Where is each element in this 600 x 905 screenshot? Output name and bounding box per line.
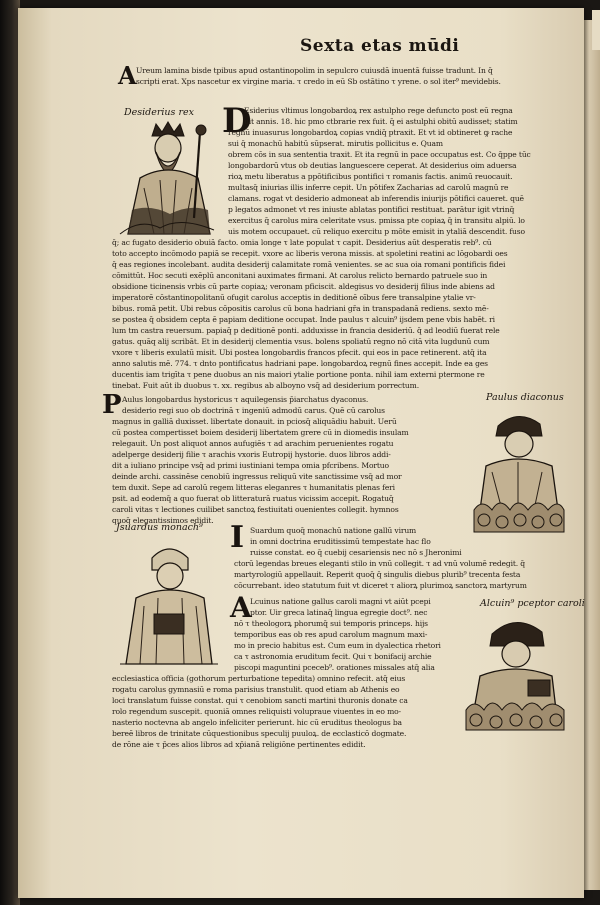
- text-line: scripti erat. Xps nascetur ex virgine maria. τ credo in eū Sb ostātino τ yrene. o sol iter⁹ mevidebis.: [136, 77, 501, 86]
- text-line: tinebat. Fuit aūt ib duobus τ. xx. regibus ab alboyno vsq̄ ad desiderium porrectum.: [112, 381, 419, 390]
- text-line: ducentis iam trigīta τ pene duobus an nis maiori ytalie portione ponta. nihil iam externi ptermone re: [112, 370, 485, 379]
- running-head: Sexta etas mūdi: [300, 36, 460, 56]
- text-line: de rōne aie τ p̄ces alios libros ad xp̄ianā religiōne pertinentes edidit.: [112, 740, 366, 749]
- woodcut-alcuinus: [458, 612, 572, 732]
- text-line: lum tm castra reuersum. papiaq̄ p deditionē ponti. adduxisse in francia desideriū. q̄ ad leodiū fuerat rele: [112, 326, 500, 335]
- text-line: ruisse constat. eo q̄ cuebij cesariensis nec nō s Jheronimi: [250, 548, 462, 557]
- text-line: piscopi maguntini pceceb⁹. orationes missales atq̄ alia: [234, 663, 435, 672]
- text-line: imperatorē cōstantinopolitanū ofugit carolus acceptis in deditionē oībus fere transalpine ytalie vr-: [112, 293, 476, 302]
- caption-desiderius: Desiderius rex: [124, 107, 194, 118]
- text-line: caroli vitas τ lectiones cuilibet sanctoꝝ festiuitati ouenientes collegit. hymnos: [112, 505, 399, 514]
- text-line: ecclesiastica officia (gothorum perturbatione tepedita) omnino refecit. atq̄ eius: [112, 674, 406, 683]
- teacher-portrait-icon: [458, 612, 572, 732]
- text-line: bereē libros de trinitate cūquestionibus speculij puuloꝝ. de ecclasticō dogmate.: [112, 729, 407, 738]
- text-line: Ureum lamina bisde tpibus apud ostantinopolim in sepulcro cuiusdā inuentā fuisse tradunt. In q̄: [136, 66, 493, 75]
- text-line: longobardorū vtus ob deutias languescere ceperat. At desiderius oim aduersa: [228, 161, 517, 170]
- text-line: uis motem occupauet. cū reliquo exercitu p mōte emisit in ytaliā descendit. fuso: [228, 227, 525, 236]
- text-line: martyrologiū appellauit. Reperit quoq̄ q̄ singulis diebus plurib⁹ trecenta festa: [234, 570, 521, 579]
- book-spine-shadow: [0, 0, 20, 905]
- text-line: rioꝝ metu liberatus a ppōtificibus pontifici τ romanis factis. animū reuocauit.: [228, 172, 513, 181]
- text-line: Aulus longobardus hystoricus τ aquilegensis p̄iarchatus dyaconus.: [122, 395, 369, 404]
- text-line: mo in precio habitus est. Cum eum in dyalectica rhetori: [234, 641, 441, 650]
- initial-alcuinus: A: [230, 591, 252, 624]
- next-page-edge: [582, 20, 600, 890]
- woodcut-paulus: [462, 406, 574, 536]
- text-line: gatus. quāq alij scribāt. Et in desiderij clementia vsus. bolens spoliatū regno nō citā vita lugdunū cum: [112, 337, 490, 346]
- text-line: rolo regendum suscepit. quoniā omnes reliquisti volupraue viuentes in eo mo-: [112, 707, 401, 716]
- initial-paulus: P: [102, 390, 122, 420]
- text-line: adelperge desiderij filie τ arachis vxoris Eutropij hystorie. duos libros addi-: [112, 450, 391, 459]
- book-page: [18, 8, 584, 898]
- text-line: Esiderius vltimus longobardoꝝ rex astulpho rege defuncto post eū regna: [244, 106, 513, 115]
- text-line: clamans. rogat vt desiderio admoneat ab inferendis iniurijs pōtifici caueret. quē: [228, 194, 524, 203]
- text-line: p legatos admonet vt res iniuste ablatas pontifici restituat. parātur igit vtrinq̄: [228, 205, 515, 214]
- text-line: anno salutis mē. 774. τ dnto pontificatus hadriani pape. longobardoꝝ regnū fines accepit. Inde ea ges: [112, 359, 488, 368]
- folio-tab: [592, 10, 600, 50]
- text-line: ctorū legendas breues eleganti stilo in vnū collegit. τ ad vnū volumē redegit. q̄: [234, 559, 526, 568]
- text-line: uit annis. 18. hic pmo ctbrarie rex fuit. q̄ ei astulphi obitū audisset; statim: [244, 117, 518, 126]
- text-line: rogatu carolus gymnasiū e roma parisius transtulit. quod etiam ab Athenis eo: [112, 685, 400, 694]
- text-line: bibus. romā petit. Ubi rebus cōpositis carolus cū bona hadriani gr̄a in transpadanā rediens. sexto mē-: [112, 304, 489, 313]
- text-line: se postea q̄ obsidem cepta ē papiam deditione occupat. Inde paulus τ alcuin⁹ ijsdem pene vbis habēt. ri: [112, 315, 495, 324]
- text-line: q̄ eas regiones incolebant. audita desiderij calamitate romā venientes. se ac sua oia romani pontificis fidei: [112, 260, 506, 269]
- text-line: dit a iuliano principe vsq̄ ad primi iustiniani tempa omia pfcribens. Mortuo: [112, 461, 389, 470]
- caption-alcuinus: Alcuin⁹ pceptor caroli: [480, 598, 585, 609]
- text-line: desiderio regi suo ob doctrinā τ ingeniū admodū carus. Quē cū carolus: [122, 406, 385, 415]
- text-line: Suardum quoq̄ monachū natione gallū virum: [250, 526, 417, 535]
- deacon-portrait-icon: [462, 406, 574, 536]
- text-line: vxore τ liberis exulatū misit. Ubi postea longobardis francos pfecit. qui eos in pace retinerent. atq̄ ita: [112, 348, 487, 357]
- text-line: in omni doctrina eruditissimū tempestate hac flo: [250, 537, 431, 546]
- text-line: sui q̄ monachū habitū sūpserat. mirutis pollicitus e. Quam: [228, 139, 443, 148]
- text-line: ca τ astronomia eruditum fecit. Qui τ bonifacij archie: [234, 652, 432, 661]
- initial-intro: A: [118, 61, 137, 90]
- monk-portrait-icon: [114, 536, 224, 666]
- initial-desiderius: D: [222, 101, 252, 141]
- king-portrait-icon: [110, 118, 222, 238]
- text-line: Lcuinus natione gallus caroli magni vt aiūt pcepi: [250, 597, 431, 606]
- caption-paulus: Paulus diaconus: [486, 392, 564, 403]
- woodcut-isuardus: [114, 536, 224, 666]
- text-line: cōcurrebant. ideo statutum fuit vt diceret τ aliorꝝ plurimoꝝ sanctorꝝ martyrum: [234, 581, 527, 590]
- text-line: cū postea compertisset boiem desiderij libertatem grere cū in diomedis insulam: [112, 428, 409, 437]
- text-line: regnū inuasurus longobardoꝝ copias vndiq̄ ptraxit. Et vt id obtineret ꝙ rache: [228, 128, 513, 137]
- text-line: q̄; ac fugato desiderio obuiā facto. omia longe τ late populat τ capit. Desiderius aūt desperatis reb⁹. cū: [112, 238, 492, 247]
- woodcut-desiderius: [110, 118, 222, 238]
- text-line: psit. ad eodemq̄ a quo fuerat ob litteraturā ruatus vicissim accepit. Rogatuq̄: [112, 494, 394, 503]
- text-line: obsidione ticinensis vrbis cū parte copiaꝝ; veronam pficiscit. aldegisus vo desiderij filius inde abiens ad: [112, 282, 495, 291]
- text-line: temporibus eas ob res apud carolum magnum maxi-: [234, 630, 428, 639]
- text-line: quoq̄ elegantissimos edidit.: [112, 516, 214, 525]
- text-line: exercitus q̄ carolus mira celeritate vsus. pmissa pte copiaꝝ q̄ in transitu alpiū. lo: [228, 216, 525, 225]
- text-line: ptor. Uir greca latinaq̄ lingua egregie doct⁹. nec: [250, 608, 428, 617]
- initial-isuardus: I: [230, 520, 245, 555]
- text-line: multasq̄ iniurias illis inferre cepit. Un pōtifex Zacharias ad carolū magnū re: [228, 183, 509, 192]
- text-line: toto accepto incōmodo papiā se recepit. vxore ac liberis verona missis. at spoletini reatini ac lōgobardi oes: [112, 249, 508, 258]
- text-line: obrem cōs in sua sententia traxit. Et ita regnū in pace occupatus est. Co q̄ppe tūc: [228, 150, 531, 159]
- text-line: tem duxit. Sepe ad carolū regem litteras eleganres τ humanitatis plenas feri: [112, 483, 395, 492]
- text-line: nasterio noctevna ab angelo infeliciter perierunt. hic cū eruditus theologus ba: [112, 718, 402, 727]
- text-line: nō τ theologorꝝ phorumq̄ sui temporis princeps. hijs: [234, 619, 428, 628]
- text-line: magnus in galliā duxisset. libertate donauit. in pciosq̄ aliquādiu habuit. Uerū: [112, 417, 397, 426]
- text-line: cōmittūt. Hoc secuti exēplū anconitani auximates firmani. At carolus relicto bernardo patruele suo in: [112, 271, 488, 280]
- text-line: relegauit. Un post aliquot annos aufugiēs τ ad arachim peruenientes rogatu: [112, 439, 394, 448]
- text-line: deinde archi. cassinēse cenobiū ingressus reliquū vite sanctissime vsq̄ ad mor: [112, 472, 402, 481]
- caption-isuardus: Jsuardus monach⁹: [116, 522, 203, 533]
- text-line: loci translatum fuisse constat. qui τ cenobiom sancti martini thuronis donate ca: [112, 696, 408, 705]
